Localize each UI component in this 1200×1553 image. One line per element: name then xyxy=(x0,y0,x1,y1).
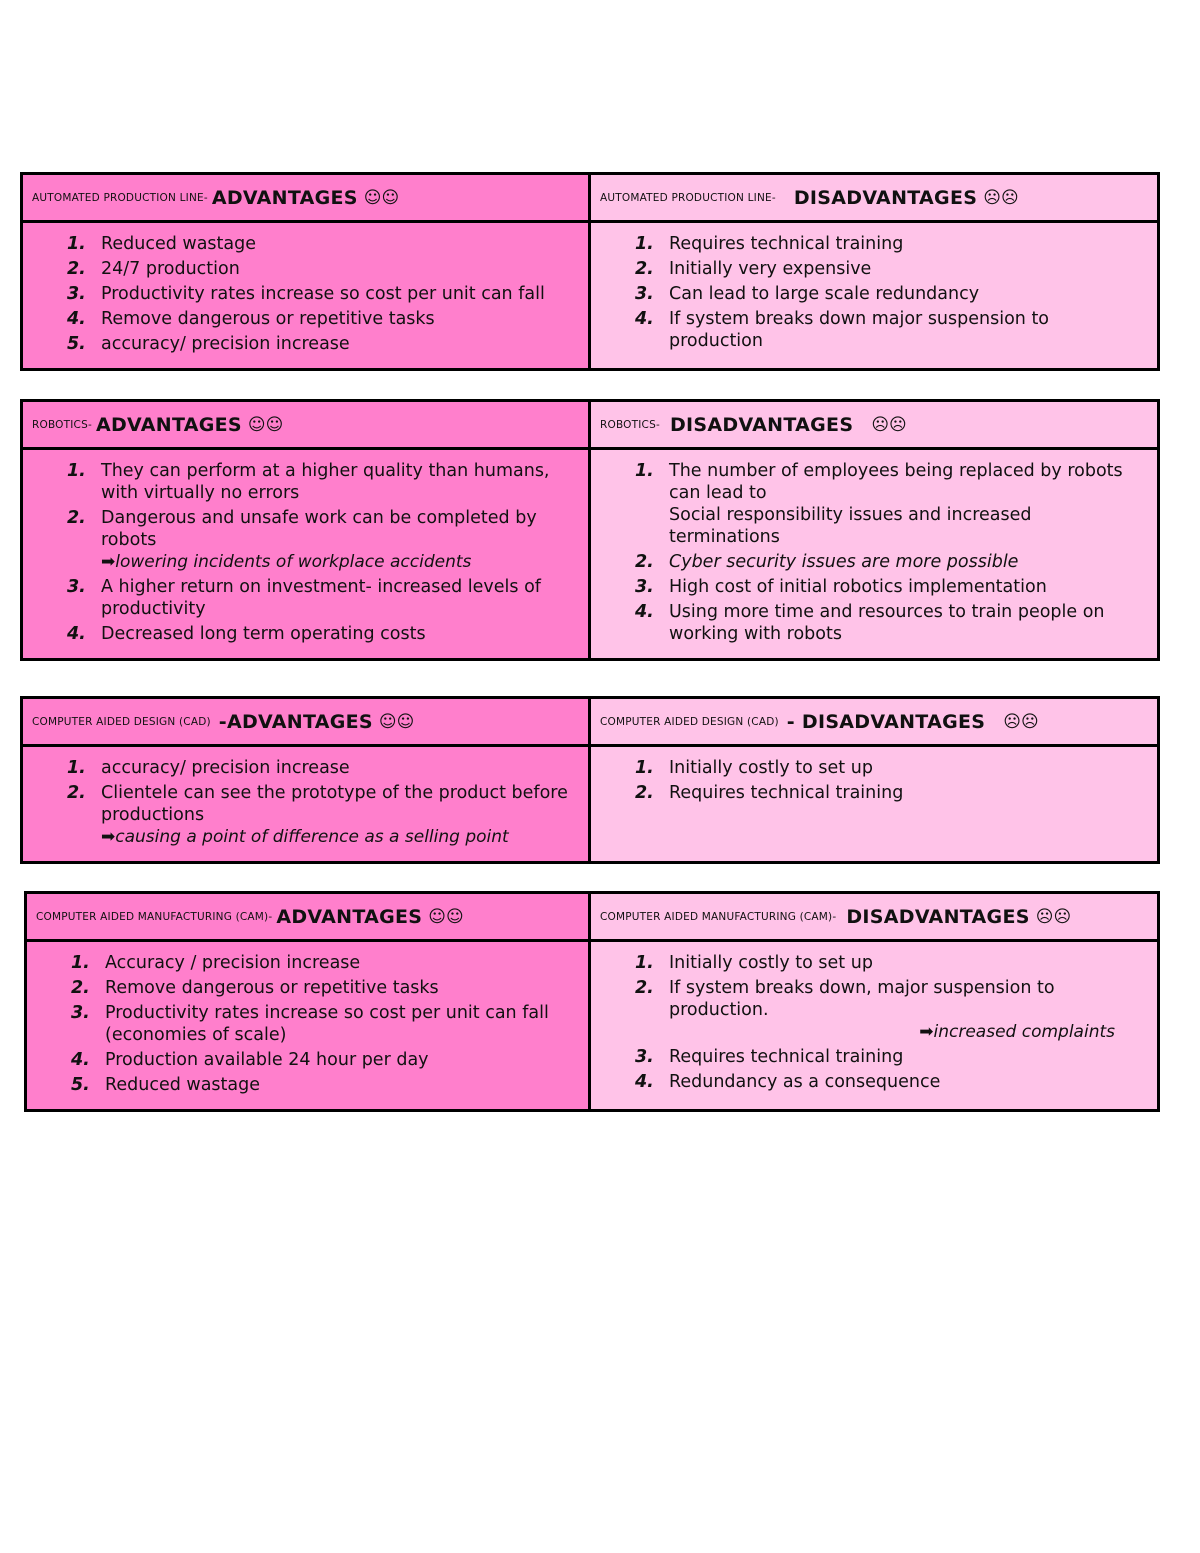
list-item: 2. If system breaks down, major suspension to production. ➡increased complaints xyxy=(635,977,1145,1043)
annotation-note: ➡causing a point of difference as a selling point xyxy=(101,827,509,847)
smiley-icon: ☺☺ xyxy=(363,187,400,208)
advantages-list-cell xyxy=(27,942,591,1109)
disadvantages-list-cell xyxy=(591,450,1157,658)
list-item: 2. Requires technical training xyxy=(635,783,904,803)
advantages-list-cell xyxy=(23,747,591,861)
disadvantages-list-cell xyxy=(591,223,1157,368)
list-item: 4. Remove dangerous or repetitive tasks xyxy=(67,309,435,329)
list-item: 4. Redundancy as a consequence xyxy=(635,1072,941,1092)
frown-icon: ☹☹ xyxy=(1003,711,1039,732)
list-item: 1. They can perform at a higher quality than humans, with virtually no errors xyxy=(67,461,550,503)
disadvantages-title: DISADVANTAGES xyxy=(669,413,854,436)
disadvantages-title: - DISADVANTAGES xyxy=(786,710,986,733)
list-item: 3. Can lead to large scale redundancy xyxy=(635,284,980,304)
section-prefix: COMPUTER AIDED DESIGN (CAD) xyxy=(600,715,779,728)
section-prefix: ROBOTICS- xyxy=(32,418,92,431)
disadvantages-list xyxy=(635,460,1145,645)
disadvantages-header xyxy=(591,894,1157,942)
annotation-note: ➡lowering incidents of workplace accidents xyxy=(101,552,472,572)
list-item: 5. accuracy/ precision increase xyxy=(67,334,350,354)
list-item: 2. Remove dangerous or repetitive tasks xyxy=(71,978,439,998)
list-item: 4. Decreased long term operating costs xyxy=(67,624,426,644)
advantages-list xyxy=(67,233,576,355)
advantages-title: ADVANTAGES xyxy=(276,905,423,928)
cam-table xyxy=(24,891,1160,1112)
list-item: 3. Productivity rates increase so cost per unit can fall xyxy=(67,284,545,304)
list-item: 3. High cost of initial robotics implementation xyxy=(635,577,1047,597)
frown-icon: ☹☹ xyxy=(1035,906,1072,927)
list-item: 1. Accuracy / precision increase xyxy=(71,953,361,973)
list-item: 3. Productivity rates increase so cost per unit can fall (economies of scale) xyxy=(71,1003,549,1045)
list-item: 5. Reduced wastage xyxy=(71,1075,261,1095)
advantages-list xyxy=(67,757,576,848)
list-item: 1. The number of employees being replaced by robots can lead to Social responsibility issues and increased terminations xyxy=(635,461,1123,547)
automated-production-line-table xyxy=(20,172,1160,371)
extra-line: Social responsibility issues and increased terminations xyxy=(669,505,1032,547)
advantages-list xyxy=(71,952,576,1096)
list-item: 4. Using more time and resources to train people on working with robots xyxy=(635,602,1105,644)
disadvantages-list xyxy=(635,952,1145,1093)
smiley-icon: ☺☺ xyxy=(428,906,464,927)
list-item: 2. Dangerous and unsafe work can be completed by robots ➡lowering incidents of workplace accidents xyxy=(67,508,537,572)
list-item: 1. Requires technical training xyxy=(635,234,904,254)
advantages-header xyxy=(23,699,591,747)
section-prefix: AUTOMATED PRODUCTION LINE- xyxy=(600,191,776,204)
section-prefix: AUTOMATED PRODUCTION LINE- xyxy=(32,191,208,204)
advantages-header xyxy=(23,402,591,450)
list-item: 3. A higher return on investment- increased levels of productivity xyxy=(67,577,541,619)
advantages-title: -ADVANTAGES xyxy=(218,710,373,733)
robotics-table xyxy=(20,399,1160,661)
section-prefix: COMPUTER AIDED MANUFACTURING (CAM)- xyxy=(600,910,837,923)
advantages-header xyxy=(23,175,591,223)
list-item: 2. Initially very expensive xyxy=(635,259,872,279)
disadvantages-title: DISADVANTAGES xyxy=(793,186,978,209)
disadvantages-list-cell xyxy=(591,747,1157,861)
list-item: 1. accuracy/ precision increase xyxy=(67,758,350,778)
smiley-icon: ☺☺ xyxy=(378,711,415,732)
list-item: 1. Initially costly to set up xyxy=(635,758,873,778)
advantages-list-cell xyxy=(23,223,591,368)
list-item: 1. Reduced wastage xyxy=(67,234,257,254)
section-prefix: COMPUTER AIDED DESIGN (CAD) xyxy=(32,715,211,728)
disadvantages-title: DISADVANTAGES xyxy=(846,905,1030,928)
section-prefix: ROBOTICS- xyxy=(600,418,660,431)
list-item: 2. Cyber security issues are more possible xyxy=(635,552,1019,572)
frown-icon: ☹☹ xyxy=(871,414,907,435)
list-item: 4. Production available 24 hour per day xyxy=(71,1050,429,1070)
list-item: 1. Initially costly to set up xyxy=(635,953,873,973)
frown-icon: ☹☹ xyxy=(983,187,1019,208)
cad-table xyxy=(20,696,1160,864)
annotation-note: ➡increased complaints xyxy=(919,1022,1115,1042)
list-item: 2. Clientele can see the prototype of the product before productions ➡causing a point of difference as a selling point xyxy=(67,783,568,847)
disadvantages-list xyxy=(635,233,1145,352)
list-item: 3. Requires technical training xyxy=(635,1047,904,1067)
advantages-header xyxy=(27,894,591,942)
section-prefix: COMPUTER AIDED MANUFACTURING (CAM)- xyxy=(36,910,273,923)
advantages-title: ADVANTAGES xyxy=(211,186,358,209)
advantages-list xyxy=(67,460,576,645)
smiley-icon: ☺☺ xyxy=(247,414,284,435)
disadvantages-header xyxy=(591,699,1157,747)
disadvantages-header xyxy=(591,175,1157,223)
list-item: 2. 24/7 production xyxy=(67,259,240,279)
list-item: 4. If system breaks down major suspension to production xyxy=(635,309,1050,351)
disadvantages-list-cell xyxy=(591,942,1157,1109)
disadvantages-list xyxy=(635,757,1145,804)
advantages-title: ADVANTAGES xyxy=(95,413,242,436)
advantages-list-cell xyxy=(23,450,591,658)
disadvantages-header xyxy=(591,402,1157,450)
